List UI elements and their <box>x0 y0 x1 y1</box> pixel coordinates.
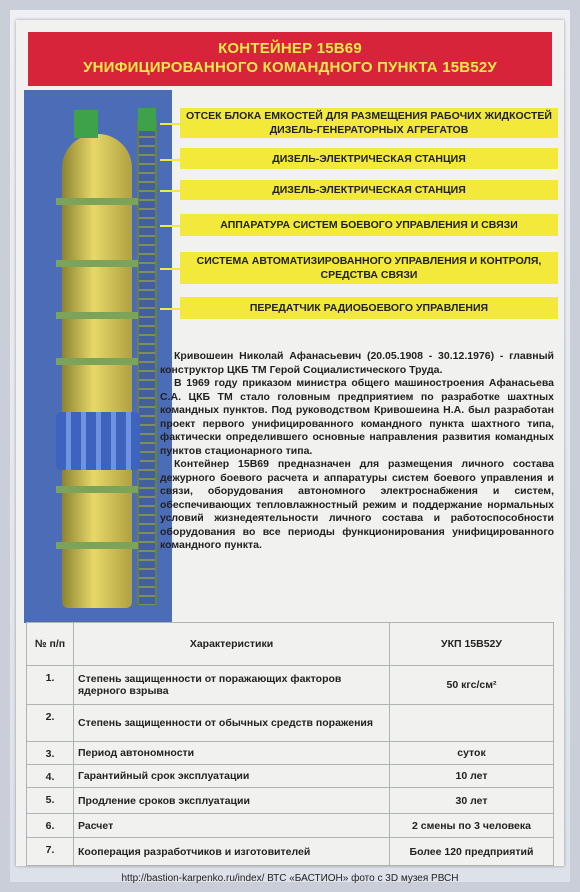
service-ladder <box>137 120 157 605</box>
section-band-1 <box>56 198 138 205</box>
callout-radio-transmitter: ПЕРЕДАТЧИК РАДИОБОЕВОГО УПРАВЛЕНИЯ <box>180 297 558 319</box>
characteristics-table <box>26 622 554 866</box>
row-number: 7. <box>27 838 74 866</box>
table-row <box>27 838 554 866</box>
row-characteristic: Степень защищенности от обычных средств поражения <box>74 705 390 742</box>
header-number: № п/п <box>27 623 74 666</box>
section-band-5 <box>56 486 138 493</box>
row-characteristic: Период автономности <box>74 742 390 765</box>
title-line-2: УНИФИЦИРОВАННОГО КОМАНДНОГО ПУНКТА 15В52У <box>83 59 497 76</box>
row-value: 30 лет <box>390 788 554 814</box>
section-band-4 <box>56 358 138 365</box>
callout-diesel-station-2: ДИЗЕЛЬ-ЭЛЕКТРИЧЕСКАЯ СТАНЦИЯ <box>180 180 558 200</box>
row-characteristic: Степень защищенности от поражающих факторов ядерного взрыва <box>74 666 390 705</box>
biography-text <box>160 350 554 553</box>
container-tower <box>62 134 132 608</box>
biography-paragraph-1: Кривошеин Николай Афанасьевич (20.05.1908 - 30.12.1976) - главный конструктор ЦКБ ТМ Герой Социалистического Труда. <box>160 350 554 376</box>
row-characteristic: Продление сроков эксплуатации <box>74 788 390 814</box>
section-band-3 <box>56 312 138 319</box>
callout-diesel-station-1: ДИЗЕЛЬ-ЭЛЕКТРИЧЕСКАЯ СТАНЦИЯ <box>180 148 558 169</box>
row-value: суток <box>390 742 554 765</box>
row-number: 3. <box>27 742 74 765</box>
top-antenna-block <box>74 110 98 138</box>
row-characteristic: Расчет <box>74 814 390 838</box>
row-characteristic: Гарантийный срок эксплуатации <box>74 765 390 788</box>
header-characteristics: Характеристики <box>74 623 390 666</box>
table-header-row <box>27 623 554 666</box>
poster-title <box>28 32 552 86</box>
row-characteristic: Кооперация разработчиков и изготовителей <box>74 838 390 866</box>
section-band-2 <box>56 260 138 267</box>
biography-paragraph-3: Контейнер 15В69 предназначен для размещения личного состава дежурного боевого расчета и аппаратуры систем боевого управления и связи, оборудования автономного электроснабжения и систем, обеспечивающих тепловлажностный режим и поддержание нормальных условий жизнедеятельности личного состава и работоспособности оборудования во все периоды функционирования унифицированного командного пункта. <box>160 458 554 551</box>
row-value: 50 кгс/см² <box>390 666 554 705</box>
photo-caption: http://bastion-karpenko.ru/index/ ВТС «БАСТИОН» фото с 3D музея РВСН <box>121 873 459 884</box>
row-number: 4. <box>27 765 74 788</box>
callout-automated-control: СИСТЕМА АВТОМАТИЗИРОВАННОГО УПРАВЛЕНИЯ И КОНТРОЛЯ, СРЕДСТВА СВЯЗИ <box>180 252 558 284</box>
table-row <box>27 788 554 814</box>
row-value: 2 смены по 3 человека <box>390 814 554 838</box>
row-value: 10 лет <box>390 765 554 788</box>
row-number: 6. <box>27 814 74 838</box>
container-illustration <box>24 90 172 623</box>
row-value <box>390 705 554 742</box>
table-row <box>27 666 554 705</box>
equipment-section <box>56 412 140 470</box>
poster <box>16 20 564 866</box>
table-row <box>27 705 554 742</box>
table-row <box>27 814 554 838</box>
top-right-antenna-block <box>138 108 156 131</box>
biography-paragraph-2: В 1969 году приказом министра общего машиностроения Афанасьева С.А. ЦКБ ТМ стало головным предприятием по разработке шахтных командных пунктов. Под руководством Кривошеина Н.А. был разработан проект первого унифицированного командного пункта шахтного типа, фактически определившего основные направления развития командных пунктов стационарного типа. <box>160 377 554 457</box>
row-number: 1. <box>27 666 74 705</box>
row-number: 5. <box>27 788 74 814</box>
callout-tank-compartment: ОТСЕК БЛОКА ЕМКОСТЕЙ ДЛЯ РАЗМЕЩЕНИЯ РАБОЧИХ ЖИДКОСТЕЙ ДИЗЕЛЬ-ГЕНЕРАТОРНЫХ АГРЕГАТОВ <box>180 108 558 138</box>
table-row <box>27 765 554 788</box>
row-number: 2. <box>27 705 74 742</box>
section-band-6 <box>56 542 138 549</box>
row-value: Более 120 предприятий <box>390 838 554 866</box>
callout-combat-control: АППАРАТУРА СИСТЕМ БОЕВОГО УПРАВЛЕНИЯ И СВЯЗИ <box>180 214 558 236</box>
header-value: УКП 15В52У <box>390 623 554 666</box>
title-line-1: КОНТЕЙНЕР 15В69 <box>218 40 362 57</box>
table-row <box>27 742 554 765</box>
